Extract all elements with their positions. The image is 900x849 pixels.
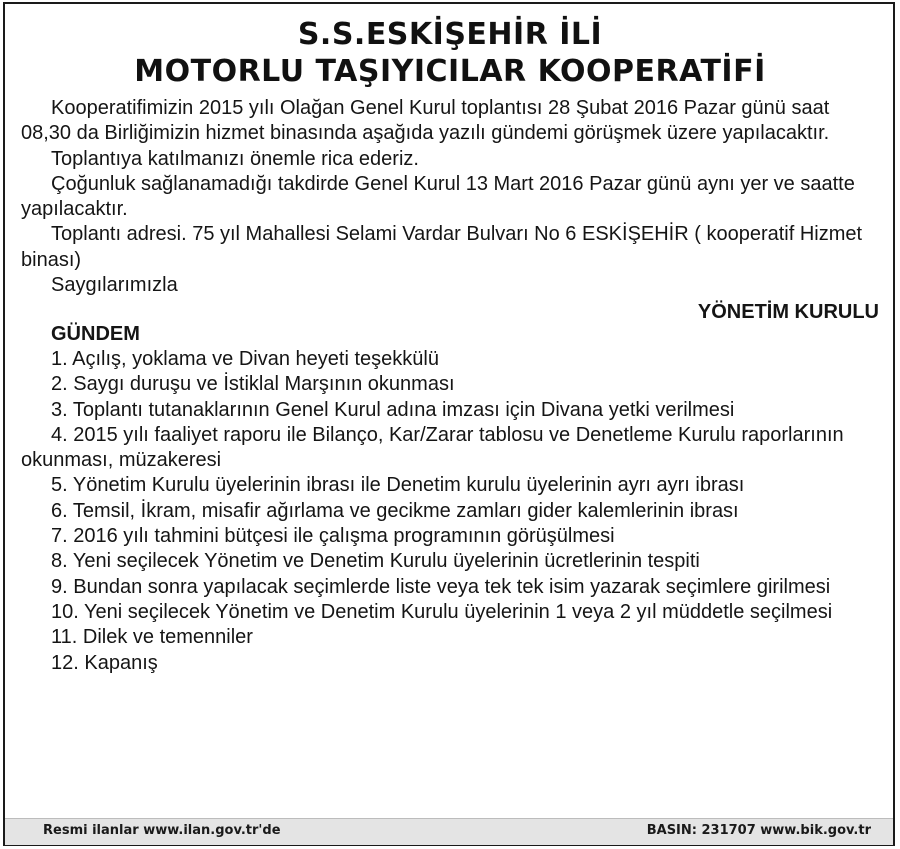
agenda-item: 7. 2016 yılı tahmini bütçesi ile çalışma programının görüşülmesi <box>51 525 615 548</box>
footer-press-reference: BASIN: 231707 www.bik.gov.tr <box>646 823 871 838</box>
signature-board: YÖNETİM KURULU <box>697 301 879 324</box>
agenda-title: GÜNDEM <box>51 322 140 345</box>
agenda-item: 11. Dilek ve temenniler <box>51 626 253 649</box>
agenda-item: 10. Yeni seçilecek Yönetim ve Denetim Kurulu üyelerinin 1 veya 2 yıl müddetle seçilmesi <box>51 600 833 623</box>
intro-paragraph-quorum: Çoğunluk sağlanamadığı takdirde Genel Kurul 13 Mart 2016 Pazar günü aynı yer ve saatte yapılacaktır. <box>21 172 855 221</box>
agenda-list <box>21 347 883 676</box>
agenda-item: 1. Açılış, yoklama ve Divan heyeti teşekkülü <box>51 347 439 370</box>
agenda-item: 5. Yönetim Kurulu üyelerinin ibrası ile Denetim kurulu üyelerinin ayrı ayrı ibrası <box>51 474 745 497</box>
footer-official-ads-link: Resmi ilanlar www.ilan.gov.tr'de <box>43 823 281 838</box>
agenda-item: 6. Temsil, İkram, misafir ağırlama ve gecikme zamları gider kalemlerinin ibrası <box>51 499 739 522</box>
agenda-item: 8. Yeni seçilecek Yönetim ve Denetim Kurulu üyelerinin ücretlerinin tespiti <box>51 550 700 573</box>
intro-paragraph-request: Toplantıya katılmanızı önemle rica ederiz. <box>51 147 419 170</box>
intro-paragraph-regards: Saygılarımızla <box>51 274 178 297</box>
intro-paragraph-meeting: Kooperatifimizin 2015 yılı Olağan Genel Kurul toplantısı 28 Şubat 2016 Pazar günü saat 08,30 da Birliğimizin hizmet binasında aşağıda yazılı gündemi görüşmek üzere yapılacaktır. <box>21 97 830 145</box>
agenda-item: 9. Bundan sonra yapılacak seçimlerde liste veya tek tek isim yazarak seçimlere girilmesi <box>51 575 831 598</box>
announcement-title-line1: S.S.ESKİŞEHİR İLİ <box>297 17 603 52</box>
agenda-item: 2. Saygı duruşu ve İstiklal Marşının okunması <box>51 373 455 396</box>
agenda-item: 4. 2015 yılı faaliyet raporu ile Bilanço, Kar/Zarar tablosu ve Denetleme Kurulu raporlarının okunması, müzakeresi <box>21 423 844 472</box>
footer-bar <box>5 818 893 845</box>
announcement-body <box>21 96 883 676</box>
agenda-item: 3. Toplantı tutanaklarının Genel Kurul adına imzası için Divana yetki verilmesi <box>51 398 735 421</box>
intro-paragraph-address: Toplantı adresi. 75 yıl Mahallesi Selami Vardar Bulvarı No 6 ESKİŞEHİR ( kooperatif Hizmet binası) <box>21 223 863 271</box>
agenda-item: 12. Kapanış <box>51 651 158 674</box>
announcement-title-line2: MOTORLU TAŞIYICILAR KOOPERATİFİ <box>134 54 766 89</box>
